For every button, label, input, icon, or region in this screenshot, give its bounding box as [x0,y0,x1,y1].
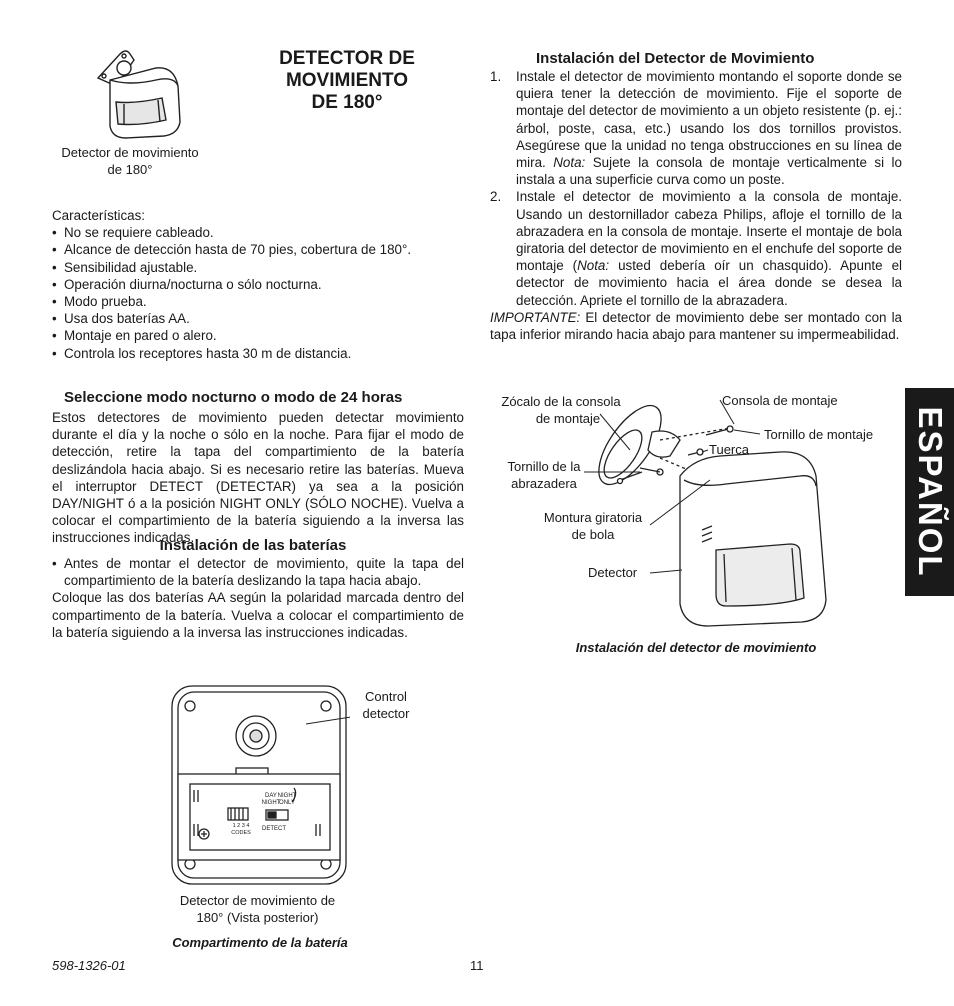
label-montura-line1: Montura giratoria [543,510,643,525]
installation-figure-caption: Instalación del detector de movimiento [575,640,817,655]
motion-detector-illustration [90,46,200,142]
important-label: IMPORTANTE: [490,309,581,325]
label-tornillo-abrazadera-line1: Tornillo de la [507,459,581,474]
title-line2: MOVIMIENTO [285,70,409,91]
label-control-line2: detector [362,706,410,721]
label-tornillo-montaje: Tornillo de montaje [764,427,874,442]
page-title [262,48,432,114]
battery-figure-caption: Compartimento de la batería [172,935,348,950]
switch-night-only: NIGHT [277,793,297,799]
feature-item: • Montaje en pared o alero. [52,327,472,344]
label-consola: Consola de montaje [722,393,838,408]
important-note [490,309,902,343]
installation-heading: Instalación del Detector de Movimiento [536,50,815,67]
batteries-bullet: • Antes de montar el detector de movimiento, quite la tapa del compartimiento de la batería deslizando la tapa hacia abajo. [52,555,464,589]
features-section [52,207,472,362]
codes-label-block [226,823,256,837]
label-tornillo-abrazadera [494,458,594,492]
doc-number: 598-1326-01 [52,958,126,973]
label-zocalo-line2: de montaje [535,411,601,426]
codes-label: CODES [231,830,251,836]
installation-step-2 [490,188,902,308]
batteries-body: Coloque las dos baterías AA según la polaridad marcada dentro del compartimento de la batería. Vuelva a colocar el compartimiento de la batería siguiendo a la inversa las instrucciones indicadas. [52,590,464,640]
language-tab [905,388,954,596]
step2-note-label: Nota: [577,258,610,274]
feature-item: • Usa dos baterías AA. [52,310,472,327]
batteries-section [52,537,464,641]
mode-section [52,389,464,547]
step1-text-a: Instale el detector de movimiento montando el soporte donde se quiera tener la detección de movimiento. Fije el soporte de montaje del detector de movimiento a un objeto resistente (p. ej.: árbol, poste, casa, etc.) usando los dos tornillos provistos. Asegúrese que la unidad no tenga obstrucciones en su línea de mira. [516,69,902,171]
step-number: 1. [490,69,502,84]
label-detector: Detector [588,565,638,580]
feature-item: • Operación diurna/nocturna o sólo nocturna. [52,276,472,293]
label-montura-line2: de bola [571,527,615,542]
step1-note-label: Nota: [553,155,586,171]
feature-item: • No se requiere cableado. [52,224,472,241]
back-view-caption-line2: 180° (Vista posterior) [196,910,319,925]
feature-item: • Sensibilidad ajustable. [52,259,472,276]
step1-text-b: Sujete la consola de montaje verticalmente si lo instala a una superficie curva como un poste. [516,155,902,188]
language-tab-label: ESPAÑOL [911,406,949,578]
page-number: 11 [470,958,484,973]
detect-label: DETECT [262,826,286,832]
label-control-line1: Control [365,689,407,704]
important-text: El detector de movimiento debe ser montado con la tapa inferior mirando hacia abajo para mantener su impermeabilidad. [490,309,902,343]
label-control-detector [355,688,417,722]
feature-item: • Alcance de detección hasta de 70 pies, cobertura de 180°. [52,241,472,258]
mode-body: Estos detectores de movimiento pueden detectar movimiento durante el día y la noche o sólo en la noche. Para fijar el modo de detección, retire la tapa del compartimiento de la batería deslizándola hacia abajo. Si es necesario retire las baterías. Mueva el interruptor DETECT (DETECTAR) ya sea a la posición DAY/NIGHT ó a la posición NIGHT ONLY (SÓLO NOCHE). Vuelva a colocar el compartimiento de la batería siguiendo a la inversa las instrucciones indicadas. [52,410,464,546]
step2-text-b: usted debería oír un chasquido). Apunte el detector de movimiento hacia el área donde se desea la detección. Apriete el tornillo de la abrazadera. [516,258,902,308]
switch-day: DAY [265,793,277,799]
title-line3: DE 180° [311,92,383,113]
switch-night: NIGHT [261,800,281,806]
switch-only: ONLY [279,800,295,806]
features-heading: Características: [52,208,146,223]
codes-digits: 1 2 3 4 [232,823,250,829]
mode-heading: Seleccione modo nocturno o modo de 24 horas [64,389,403,406]
installation-step-1 [490,68,902,188]
back-view-caption [150,892,365,926]
label-zocalo [488,393,634,427]
label-zocalo-line1: Zócalo de la consola [501,394,621,409]
label-tornillo-abrazadera-line2: abrazadera [511,476,577,491]
batteries-heading: Instalación de las baterías [159,537,347,554]
back-view-diagram [170,684,350,890]
step-number: 2. [490,189,502,205]
product-caption-line1: Detector de movimiento [61,145,199,160]
switch-night-only-label [276,793,298,807]
label-tuerca: Tuerca [709,442,749,457]
label-montura [530,509,656,543]
product-caption-line2: de 180° [107,162,153,177]
step2-text-a: Instale el detector de movimiento a la consola de montaje. Usando un destornillador cabeza Philips, afloje el tornillo de la abrazadera en la consola de montaje. Inserte el montaje de bola giratoria del detector de movimiento en el enchufe del soporte de montaje ( [516,189,902,274]
feature-item: • Modo prueba. [52,293,472,310]
title-line1: DETECTOR DE [279,48,415,69]
installation-section [490,50,902,343]
feature-item: • Controla los receptores hasta 30 m de distancia. [52,345,472,362]
back-view-caption-line1: Detector de movimiento de [179,893,336,908]
